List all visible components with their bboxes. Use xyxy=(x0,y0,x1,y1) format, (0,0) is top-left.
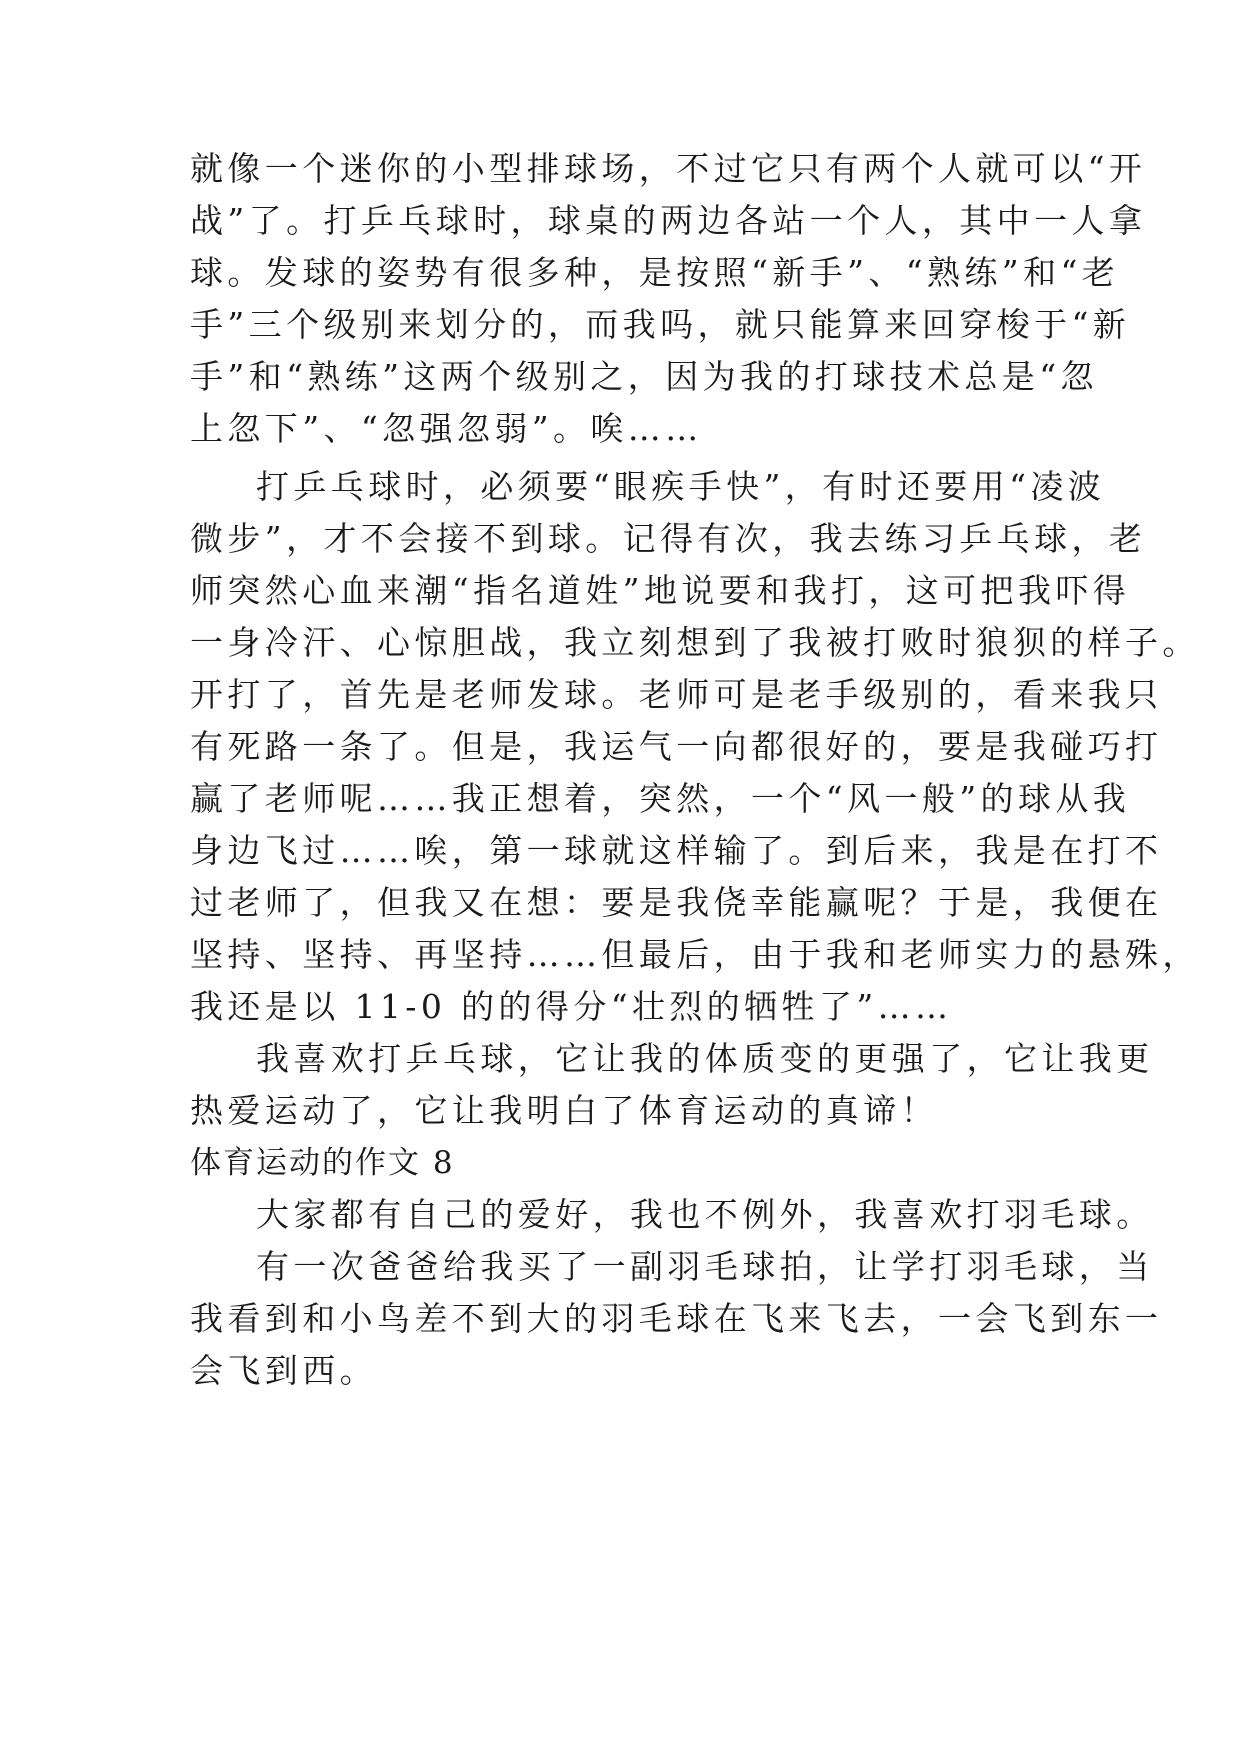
paragraph-line: 手”和“熟练”这两个级别之，因为我的打球技术总是“忽 xyxy=(190,357,1098,396)
paragraph-line: 有死路一条了。但是，我运气一向都很好的，要是我碰巧打 xyxy=(190,727,1163,766)
paragraph-line: 热爱运动了，它让我明白了体育运动的真谛！ xyxy=(190,1091,938,1130)
paragraph-line: 我喜欢打乒乓球，它让我的体质变的更强了，它让我更 xyxy=(256,1039,1154,1078)
paragraph-line: 我还是以 11-0 的的得分“壮烈的牺牲了”…… xyxy=(190,987,953,1026)
paragraph-line: 手”三个级别来划分的，而我吗，就只能算来回穿梭于“新 xyxy=(190,305,1131,344)
paragraph-line: 赢了老师呢……我正想着，突然，一个“风一般”的球从我 xyxy=(190,779,1131,818)
paragraph-line: 大家都有自己的爱好，我也不例外，我喜欢打羽毛球。 xyxy=(256,1195,1154,1234)
paragraph-line: 会飞到西。 xyxy=(190,1351,377,1390)
paragraph-line: 就像一个迷你的小型排球场，不过它只有两个人就可以“开 xyxy=(190,149,1147,188)
paragraph-line: 开打了，首先是老师发球。老师可是老手级别的，看来我只 xyxy=(190,675,1163,714)
paragraph-line: 有一次爸爸给我买了一副羽毛球拍，让学打羽毛球，当 xyxy=(256,1247,1154,1286)
paragraph-line: 球。发球的姿势有很多种，是按照“新手”、“熟练”和“老 xyxy=(190,253,1120,292)
paragraph-line: 微步”，才不会接不到球。记得有次，我去练习乒乓球，老 xyxy=(190,519,1147,558)
paragraph-line: 师突然心血来潮“指名道姓”地说要和我打，这可把我吓得 xyxy=(190,571,1131,610)
paragraph-line: 身边飞过……唉，第一球就这样输了。到后来，我是在打不 xyxy=(190,831,1163,870)
paragraph-line: 坚持、坚持、再坚持……但最后，由于我和老师实力的悬殊， xyxy=(190,935,1200,974)
section-title: 体育运动的作文 8 xyxy=(190,1145,455,1181)
paragraph-line: 一身冷汗、心惊胆战，我立刻想到了我被打败时狼狈的样子。 xyxy=(190,623,1200,662)
paragraph-line: 过老师了，但我又在想：要是我侥幸能赢呢？于是，我便在 xyxy=(190,883,1163,922)
paragraph-line: 我看到和小鸟差不到大的羽毛球在飞来飞去，一会飞到东一 xyxy=(190,1299,1163,1338)
paragraph-line: 上忽下”、“忽强忽弱”。唉…… xyxy=(190,409,703,448)
paragraph-line: 战”了。打乒乓球时，球桌的两边各站一个人，其中一人拿 xyxy=(190,201,1147,240)
paragraph-line: 打乒乓球时，必须要“眼疾手快”，有时还要用“凌波 xyxy=(256,467,1106,506)
